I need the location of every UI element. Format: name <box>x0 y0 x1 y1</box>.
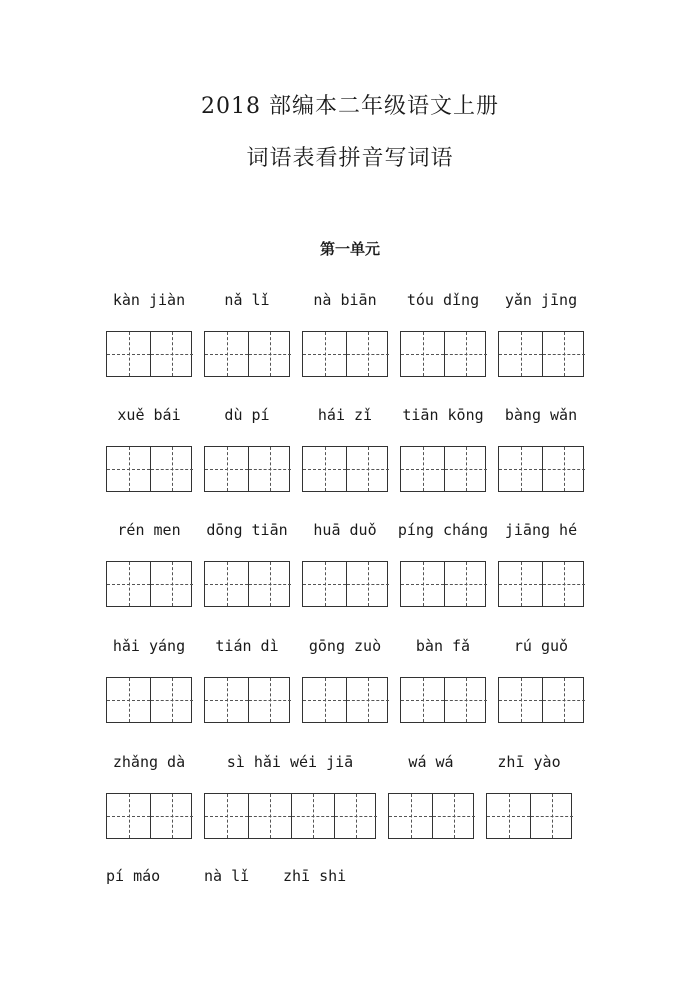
writing-cell[interactable] <box>150 678 193 722</box>
writing-cell[interactable] <box>205 447 248 491</box>
cell-guide-vertical <box>227 562 228 606</box>
pinyin-label: xuě bái <box>117 406 181 424</box>
pinyin-label: kàn jiàn <box>112 291 186 309</box>
pinyin-label: pí máo <box>106 867 161 885</box>
writing-cell[interactable] <box>248 794 291 838</box>
title-line-1: 2018 部编本二年级语文上册 <box>201 94 499 119</box>
writing-grid[interactable] <box>106 677 192 723</box>
pinyin-label: tián dì <box>215 637 279 655</box>
writing-grid[interactable] <box>486 793 572 839</box>
writing-cell[interactable] <box>303 562 346 606</box>
writing-cell[interactable] <box>401 332 444 376</box>
cell-guide-vertical <box>521 332 522 376</box>
cell-guide-vertical <box>564 562 565 606</box>
writing-cell[interactable] <box>248 678 291 722</box>
pinyin-label: dù pí <box>224 406 270 424</box>
writing-cell[interactable] <box>444 447 487 491</box>
cell-guide-vertical <box>129 678 130 722</box>
cell-guide-vertical <box>356 794 357 838</box>
cell-guide-vertical <box>129 562 130 606</box>
pinyin-label: bàng wǎn <box>504 406 578 424</box>
cell-guide-vertical <box>423 678 424 722</box>
cell-guide-vertical <box>423 447 424 491</box>
writing-cell[interactable] <box>150 447 193 491</box>
pinyin-label: zhī shi <box>283 867 347 885</box>
pinyin-label: tiān kōng <box>402 406 484 424</box>
writing-cell[interactable] <box>107 562 150 606</box>
writing-cell[interactable] <box>346 678 389 722</box>
writing-cell[interactable] <box>107 794 150 838</box>
cell-guide-vertical <box>129 332 130 376</box>
writing-cell[interactable] <box>205 678 248 722</box>
cell-guide-vertical <box>423 332 424 376</box>
writing-grid[interactable] <box>400 446 486 492</box>
cell-guide-vertical <box>466 447 467 491</box>
writing-grid[interactable] <box>498 331 584 377</box>
cell-guide-vertical <box>521 678 522 722</box>
pinyin-label: píng cháng <box>397 521 489 539</box>
writing-grid[interactable] <box>400 331 486 377</box>
cell-guide-vertical <box>129 794 130 838</box>
writing-cell[interactable] <box>432 794 475 838</box>
writing-cell[interactable] <box>303 332 346 376</box>
cell-guide-vertical <box>564 447 565 491</box>
writing-cell[interactable] <box>487 794 530 838</box>
writing-cell[interactable] <box>303 447 346 491</box>
cell-guide-vertical <box>270 794 271 838</box>
cell-guide-vertical <box>270 332 271 376</box>
writing-grid[interactable] <box>106 446 192 492</box>
writing-cell[interactable] <box>334 794 377 838</box>
cell-guide-vertical <box>368 332 369 376</box>
cell-guide-vertical <box>368 678 369 722</box>
pinyin-label: rén men <box>117 521 181 539</box>
writing-cell[interactable] <box>542 678 585 722</box>
writing-cell[interactable] <box>107 332 150 376</box>
cell-guide-vertical <box>172 678 173 722</box>
pinyin-label: nà biān <box>313 291 377 309</box>
writing-grid[interactable] <box>204 331 290 377</box>
cell-guide-vertical <box>552 794 553 838</box>
writing-cell[interactable] <box>150 332 193 376</box>
cell-guide-vertical <box>172 332 173 376</box>
writing-cell[interactable] <box>499 562 542 606</box>
writing-cell[interactable] <box>499 678 542 722</box>
cell-guide-vertical <box>368 447 369 491</box>
writing-cell[interactable] <box>248 562 291 606</box>
writing-cell[interactable] <box>205 562 248 606</box>
writing-cell[interactable] <box>499 447 542 491</box>
pinyin-label: yǎn jīng <box>504 291 578 309</box>
cell-guide-vertical <box>466 562 467 606</box>
cell-guide-vertical <box>270 447 271 491</box>
writing-cell[interactable] <box>150 794 193 838</box>
writing-grid[interactable] <box>302 331 388 377</box>
cell-guide-vertical <box>227 447 228 491</box>
cell-guide-vertical <box>509 794 510 838</box>
writing-grid[interactable] <box>388 793 474 839</box>
writing-cell[interactable] <box>444 678 487 722</box>
writing-cell[interactable] <box>291 794 334 838</box>
writing-grid[interactable] <box>498 677 584 723</box>
cell-guide-vertical <box>454 794 455 838</box>
writing-grid[interactable] <box>400 561 486 607</box>
cell-guide-vertical <box>227 678 228 722</box>
cell-guide-vertical <box>466 332 467 376</box>
pinyin-label: nǎ lǐ <box>224 291 270 309</box>
cell-guide-vertical <box>325 562 326 606</box>
cell-guide-vertical <box>325 332 326 376</box>
writing-grid[interactable] <box>204 793 376 839</box>
cell-guide-vertical <box>172 794 173 838</box>
cell-guide-vertical <box>172 562 173 606</box>
cell-guide-vertical <box>368 562 369 606</box>
writing-cell[interactable] <box>205 332 248 376</box>
writing-grid[interactable] <box>106 561 192 607</box>
writing-grid[interactable] <box>302 561 388 607</box>
writing-cell[interactable] <box>389 794 432 838</box>
pinyin-label: dōng tiān <box>206 521 288 539</box>
pinyin-label: hái zǐ <box>317 406 373 424</box>
writing-grid[interactable] <box>204 446 290 492</box>
writing-grid[interactable] <box>106 331 192 377</box>
cell-guide-vertical <box>325 447 326 491</box>
pinyin-label: tóu dǐng <box>406 291 480 309</box>
writing-grid[interactable] <box>498 446 584 492</box>
writing-cell[interactable] <box>346 562 389 606</box>
section-title: 第一单元 <box>319 240 380 258</box>
writing-cell[interactable] <box>499 332 542 376</box>
pinyin-label: rú guǒ <box>513 637 569 655</box>
title-line-2: 词语表看拼音写词语 <box>246 146 454 171</box>
cell-guide-vertical <box>564 332 565 376</box>
cell-guide-vertical <box>227 332 228 376</box>
writing-grid[interactable] <box>498 561 584 607</box>
writing-cell[interactable] <box>107 447 150 491</box>
writing-grid[interactable] <box>302 677 388 723</box>
cell-guide-vertical <box>466 678 467 722</box>
pinyin-label: zhǎng dà <box>112 753 186 771</box>
cell-guide-vertical <box>313 794 314 838</box>
writing-cell[interactable] <box>150 562 193 606</box>
writing-cell[interactable] <box>542 332 585 376</box>
pinyin-label: wá wá <box>408 753 454 771</box>
writing-grid[interactable] <box>400 677 486 723</box>
writing-grid[interactable] <box>204 677 290 723</box>
writing-cell[interactable] <box>401 678 444 722</box>
cell-guide-vertical <box>521 562 522 606</box>
cell-guide-vertical <box>423 562 424 606</box>
cell-guide-vertical <box>227 794 228 838</box>
writing-grid[interactable] <box>204 561 290 607</box>
writing-cell[interactable] <box>248 332 291 376</box>
writing-cell[interactable] <box>346 447 389 491</box>
cell-guide-vertical <box>521 447 522 491</box>
pinyin-label: huā duǒ <box>313 521 377 539</box>
cell-guide-vertical <box>411 794 412 838</box>
writing-grid[interactable] <box>302 446 388 492</box>
writing-cell[interactable] <box>205 794 248 838</box>
writing-cell[interactable] <box>444 562 487 606</box>
pinyin-label: sì hǎi wéi jiā <box>226 753 354 771</box>
writing-cell[interactable] <box>401 562 444 606</box>
writing-cell[interactable] <box>303 678 346 722</box>
cell-guide-vertical <box>172 447 173 491</box>
writing-cell[interactable] <box>542 562 585 606</box>
writing-cell[interactable] <box>401 447 444 491</box>
writing-cell[interactable] <box>107 678 150 722</box>
cell-guide-vertical <box>325 678 326 722</box>
pinyin-label: jiāng hé <box>504 521 578 539</box>
writing-cell[interactable] <box>444 332 487 376</box>
writing-grid[interactable] <box>106 793 192 839</box>
writing-cell[interactable] <box>542 447 585 491</box>
writing-cell[interactable] <box>530 794 573 838</box>
pinyin-label: bàn fǎ <box>415 637 471 655</box>
cell-guide-vertical <box>270 562 271 606</box>
cell-guide-vertical <box>564 678 565 722</box>
cell-guide-vertical <box>129 447 130 491</box>
writing-cell[interactable] <box>346 332 389 376</box>
pinyin-label: gōng zuò <box>308 637 382 655</box>
pinyin-label: nà lǐ <box>204 867 250 885</box>
writing-cell[interactable] <box>248 447 291 491</box>
pinyin-label: hǎi yáng <box>112 637 186 655</box>
pinyin-label: zhī yào <box>497 753 561 771</box>
cell-guide-vertical <box>270 678 271 722</box>
